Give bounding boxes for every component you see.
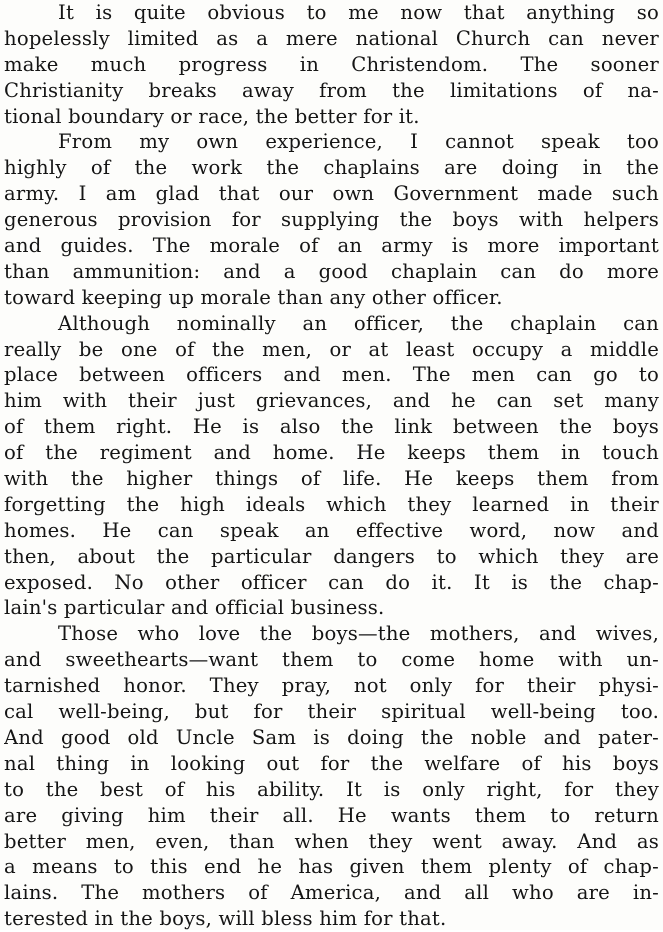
text-line: hopelessly limited as a mere national Church can never <box>4 26 659 50</box>
text-line: From my own experience, I cannot speak too <box>58 130 659 154</box>
text-line: toward keeping up morale than any other officer. <box>4 285 503 309</box>
text-line: It is quite obvious to me now that anything so <box>58 1 659 24</box>
text-line: generous provision for supplying the boys with helpers <box>4 208 659 232</box>
text-line: place between officers and men. The men can go to <box>4 363 659 387</box>
paragraph-chaplains-work <box>4 129 659 310</box>
text-line: a means to this end he has given them plenty of chap- <box>4 855 659 879</box>
text-line: Those who love the boys—the mothers, and wives, <box>58 622 659 646</box>
text-column <box>4 0 659 932</box>
text-line: are giving him their all. He wants them to return <box>4 803 659 827</box>
text-line: nal thing in looking out for the welfare of his boys <box>4 751 659 775</box>
text-line: exposed. No other officer can do it. It is the chap- <box>4 570 659 594</box>
text-line: army. I am glad that our own Government made such <box>4 182 659 206</box>
text-line: lain's particular and official business. <box>4 596 385 620</box>
text-line: then, about the particular dangers to which they are <box>4 544 659 568</box>
text-line: him with their just grievances, and he can set many <box>4 389 659 413</box>
text-line: to the best of his ability. It is only right, for they <box>4 777 659 801</box>
text-line: of them right. He is also the link between the boys <box>4 415 659 439</box>
text-line: with the higher things of life. He keeps them from <box>4 467 659 491</box>
text-line: make much progress in Christendom. The sooner <box>4 52 659 76</box>
text-line: of the regiment and home. He keeps them in touch <box>4 441 659 465</box>
paragraph-uncle-sam <box>4 621 659 932</box>
text-line: tarnished honor. They pray, not only for their physi- <box>4 674 659 698</box>
text-line: cal well-being, but for their spiritual well-being too. <box>4 700 659 724</box>
text-line: Christianity breaks away from the limitations of na- <box>4 78 659 102</box>
text-line: really be one of the men, or at least occupy a middle <box>4 337 659 361</box>
text-line: highly of the work the chaplains are doing in the <box>4 156 659 180</box>
text-line: lains. The mothers of America, and all who are in- <box>4 881 659 905</box>
paragraph-national-church <box>4 0 659 129</box>
text-line: homes. He can speak an effective word, now and <box>4 518 659 542</box>
text-line: than ammunition: and a good chaplain can do more <box>4 259 659 283</box>
text-line: and guides. The morale of an army is more important <box>4 234 659 258</box>
text-line: And good old Uncle Sam is doing the noble and pater- <box>4 725 659 749</box>
text-line: and sweethearts—want them to come home with un- <box>4 648 659 672</box>
text-line: terested in the boys, will bless him for that. <box>4 907 447 931</box>
text-line: Although nominally an officer, the chaplain can <box>58 311 659 335</box>
text-line: better men, even, than when they went away. And as <box>4 829 659 853</box>
paragraph-chaplain-role <box>4 311 659 622</box>
text-line: tional boundary or race, the better for it. <box>4 104 420 128</box>
text-line: forgetting the high ideals which they learned in their <box>4 492 659 516</box>
